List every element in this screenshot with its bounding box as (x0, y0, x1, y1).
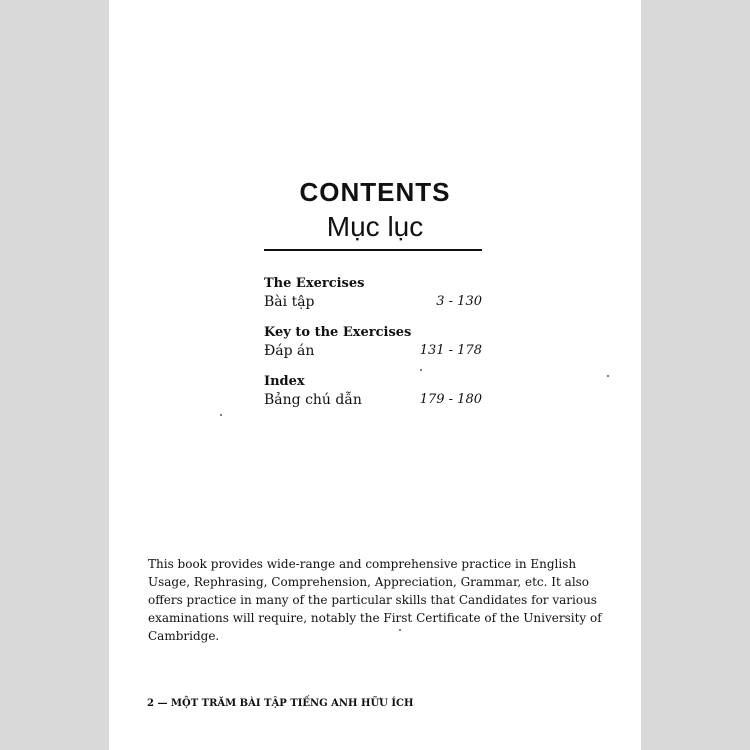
toc-entry-exercises (264, 275, 482, 311)
book-page (109, 0, 641, 750)
book-description: This book provides wide-range and comprehensive practice in English Usage, Rephrasing, Comprehension, Appreciation, Grammar, etc. It also offers practice in many of the particular skills that Candidates for various examinations will require, notably the First Certificate of the University of Cambridge. (148, 557, 602, 643)
print-speck (607, 375, 609, 377)
toc-entry-index (264, 373, 482, 409)
toc-entry-vietnamese: Bài tập (264, 294, 315, 310)
toc-entry-row (264, 391, 482, 409)
table-of-contents (264, 275, 482, 422)
toc-entry-row (264, 293, 482, 311)
print-speck (399, 629, 401, 631)
toc-entry-key (264, 324, 482, 360)
toc-entry-pages: 3 - 130 (436, 294, 482, 309)
toc-entry-row (264, 342, 482, 360)
title-underline (264, 249, 482, 251)
toc-entry-title: Index (264, 374, 305, 389)
contents-title: CONTENTS (299, 177, 451, 207)
toc-entry-pages: 131 - 178 (419, 343, 482, 358)
toc-entry-title: Key to the Exercises (264, 325, 412, 340)
toc-entry-title: The Exercises (264, 276, 365, 291)
toc-entry-vietnamese: Bảng chú dẫn (264, 392, 362, 408)
toc-entry-pages: 179 - 180 (419, 392, 482, 407)
page-footer: 2 — MỘT TRĂM BÀI TẬP TIẾNG ANH HỮU ÍCH (147, 698, 414, 709)
print-speck (420, 369, 422, 371)
print-speck (220, 414, 222, 416)
contents-title-vietnamese: Mục lục (326, 211, 424, 242)
toc-entry-vietnamese: Đáp án (264, 343, 315, 359)
